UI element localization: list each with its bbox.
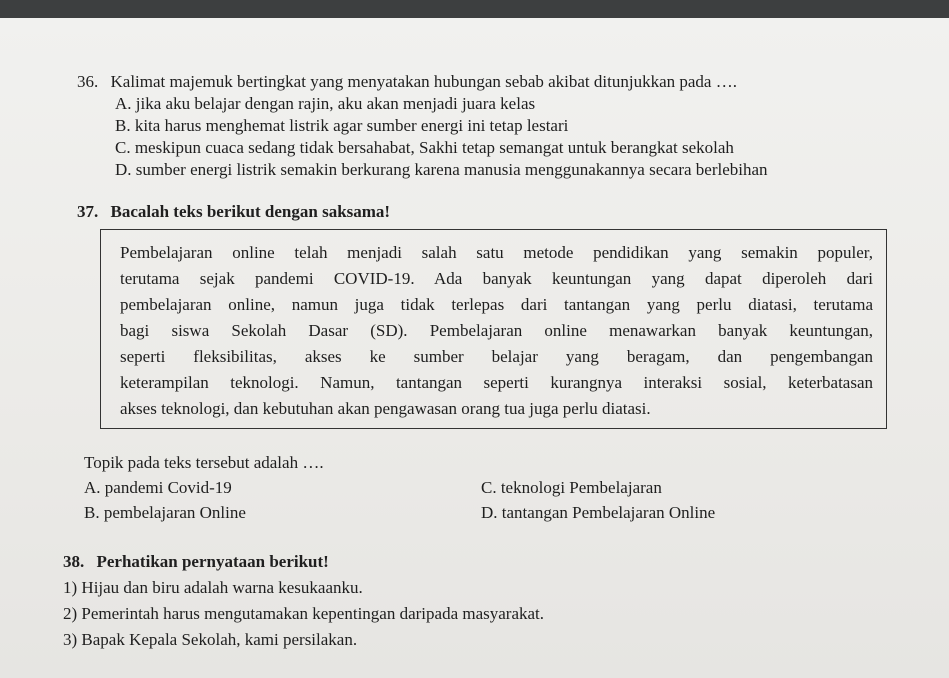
question-number: 37. (77, 202, 99, 221)
q37-option-a[interactable]: A. pandemi Covid-19 (84, 478, 232, 497)
reading-passage (120, 240, 873, 422)
passage-line: seperti fleksibilitas, akses ke sumber belajar yang beragam, dan pengembangan (120, 347, 873, 366)
passage-line: akses teknologi, dan kebutuhan akan pengawasan orang tua juga perlu diatasi. (120, 399, 651, 418)
passage-line: keterampilan teknologi. Namun, tantangan seperti kurangnya interaksi sosial, keterbatasan (120, 373, 873, 392)
q36-option-d[interactable]: D. sumber energi listrik semakin berkurang karena manusia menggunakannya secara berlebihan (115, 160, 768, 179)
question-number: 36. (77, 72, 99, 91)
q37-option-d[interactable]: D. tantangan Pembelajaran Online (481, 503, 716, 522)
passage-line: pembelajaran online, namun juga tidak terlepas dari tantangan yang perlu diatasi, terutama (120, 295, 873, 314)
q37-option-b[interactable]: B. pembelajaran Online (84, 503, 246, 522)
q38-statement-1: 1) Hijau dan biru adalah warna kesukaanku. (63, 578, 363, 597)
question-38 (63, 551, 329, 572)
passage-line: terutama sejak pandemi COVID-19. Ada banyak keuntungan yang dapat diperoleh dari (120, 269, 873, 288)
q38-statement-3: 3) Bapak Kepala Sekolah, kami persilakan. (63, 630, 358, 649)
question-36 (77, 71, 737, 92)
q36-option-b[interactable]: B. kita harus menghemat listrik agar sumber energi ini tetap lestari (115, 116, 569, 135)
passage-line: Pembelajaran online telah menjadi salah satu metode pendidikan yang semakin populer, (120, 243, 873, 262)
q37-option-c[interactable]: C. teknologi Pembelajaran (481, 478, 662, 497)
question-37 (77, 201, 390, 222)
passage-line: bagi siswa Sekolah Dasar (SD). Pembelajaran online menawarkan banyak keuntungan, (120, 321, 873, 340)
q37-question-text: Topik pada teks tersebut adalah …. (84, 453, 324, 472)
q38-statement-2: 2) Pemerintah harus mengutamakan kepentingan daripada masyarakat. (63, 604, 545, 623)
question-instruction: Bacalah teks berikut dengan saksama! (110, 202, 391, 221)
question-number: 38. (63, 552, 85, 571)
question-text: Kalimat majemuk bertingkat yang menyatakan hubungan sebab akibat ditunjukkan pada …. (110, 72, 737, 91)
q36-option-a[interactable]: A. jika aku belajar dengan rajin, aku akan menjadi juara kelas (115, 94, 536, 113)
question-instruction: Perhatikan pernyataan berikut! (96, 552, 329, 571)
q36-option-c[interactable]: C. meskipun cuaca sedang tidak bersahabat, Sakhi tetap semangat untuk berangkat sekolah (115, 138, 734, 157)
